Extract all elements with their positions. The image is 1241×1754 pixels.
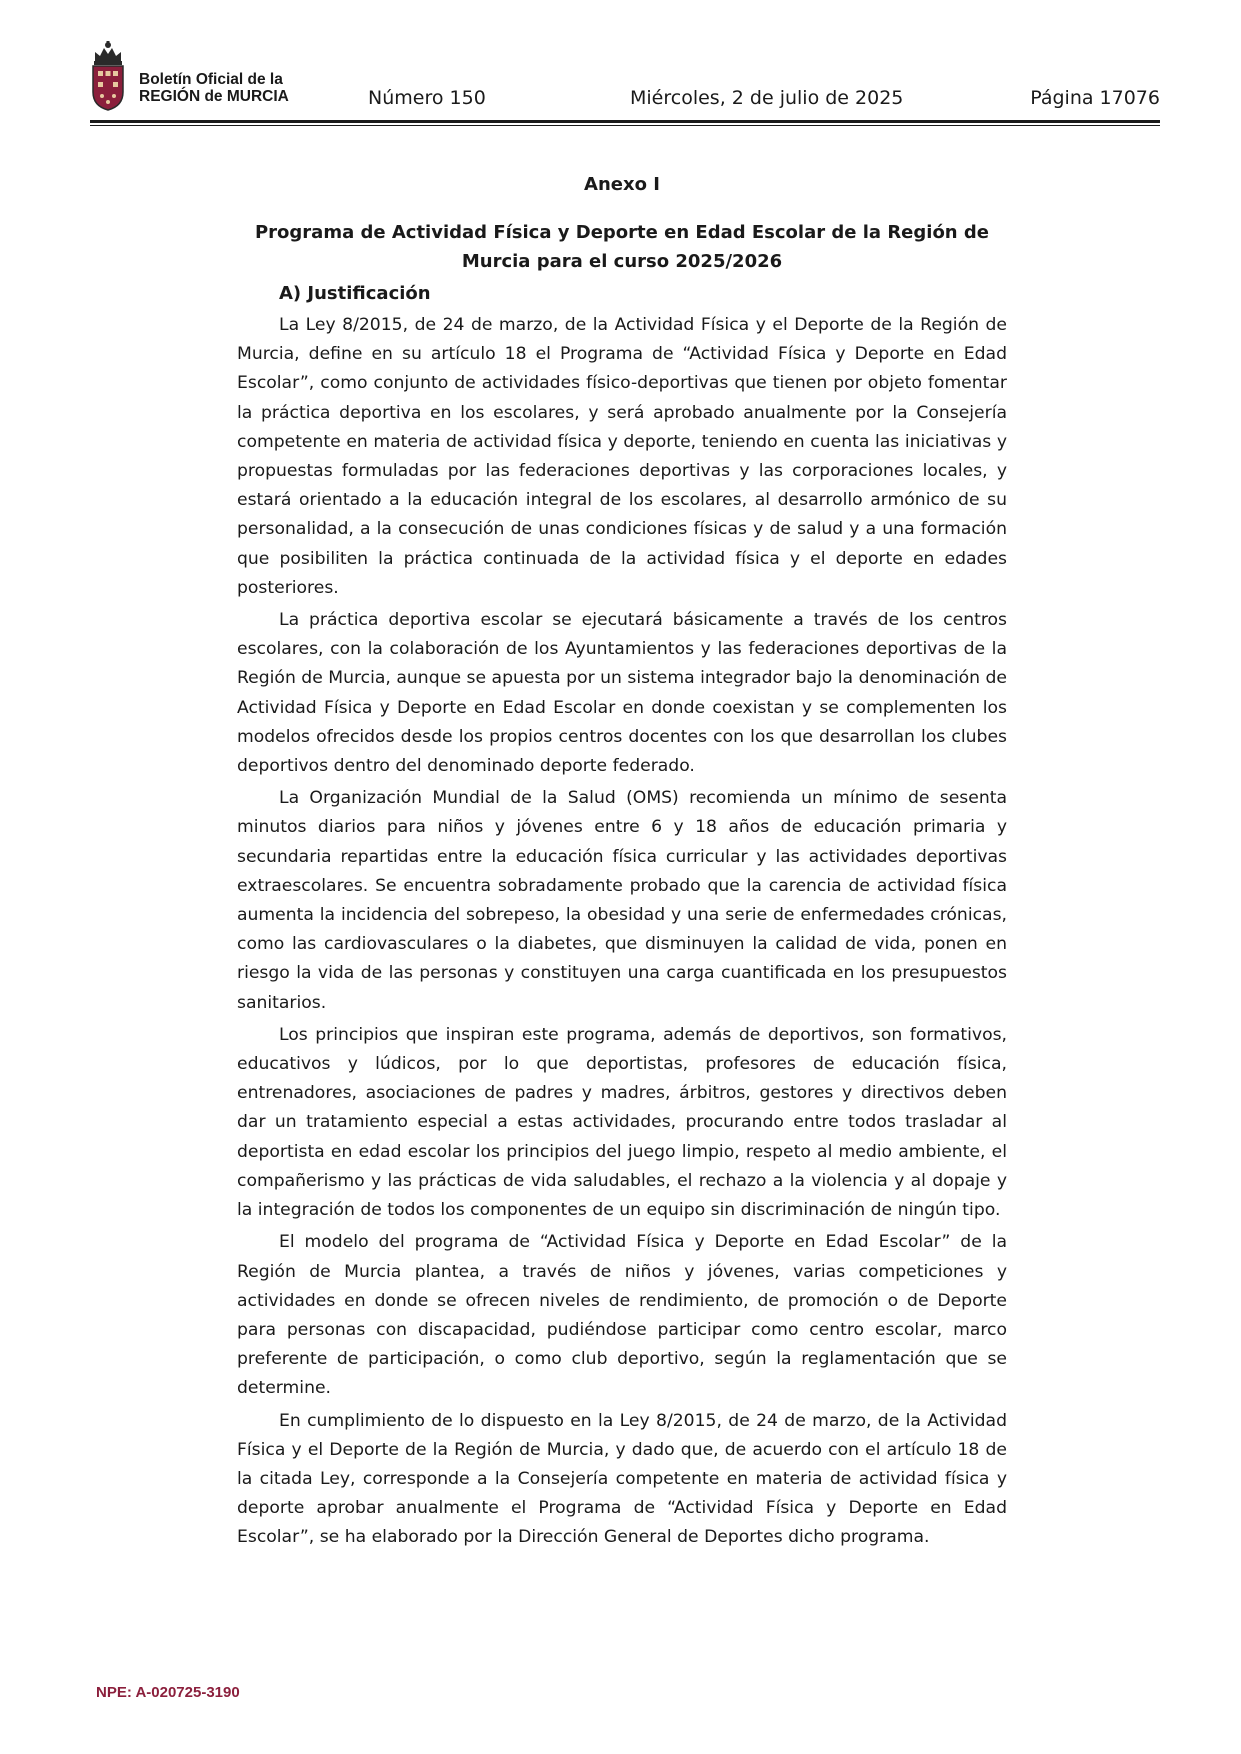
npe-code: NPE: A-020725-3190: [96, 1684, 240, 1701]
paragraph: En cumplimiento de lo dispuesto en la Ley 8/2015, de 24 de marzo, de la Actividad Física y el Deporte de la Región de Murcia, y dado que, de acuerdo con el artículo 18 de la citada Ley, corresponde a la Consejería competente en materia de actividad física y deporte aprobar anualmente el Programa de “Actividad Física y Deporte en Edad Escolar”, se ha elaborado por la Dirección General de Deportes dicho programa.: [237, 1410, 1007, 1548]
paragraph: La Organización Mundial de la Salud (OMS) recomienda un mínimo de sesenta minutos diarios para niños y jóvenes entre 6 y 18 años de educación primaria y secundaria repartidas entre la educación física curricular y las actividades deportivas extraescolares. Se encuentra sobradamente probado que la carencia de actividad física aumenta la incidencia del sobrepeso, la obesidad y una serie de enfermedades crónicas, como las cardiovasculares o la diabetes, que disminuyen la calidad de vida, ponen en riesgo la vida de las personas y constituyen una carga cuantificada en los presupuestos sanitarios.: [237, 788, 1007, 1013]
brand-line-1: Boletín Oficial de la: [139, 71, 283, 88]
header-rule-thick: [90, 120, 1160, 123]
issue-number: Número 150: [368, 87, 486, 109]
gazette-brand: [139, 71, 289, 105]
document-body: [237, 170, 1007, 1556]
paragraph: La práctica deportiva escolar se ejecutará básicamente a través de los centros escolares, con la colaboración de los Ayuntamientos y las federaciones deportivas de la Región de Murcia, aunque se apuesta por un sistema integrador bajo la denominación de Actividad Física y Deporte en Edad Escolar en donde coexistan y se complementen los modelos ofrecidos desde los propios centros docentes con los que desarrollan los clubes deportivos dentro del denominado deporte federado.: [237, 610, 1007, 777]
paragraph: El modelo del programa de “Actividad Física y Deporte en Edad Escolar” de la Región de Murcia plantea, a través de niños y jóvenes, varias competiciones y actividades en donde se ofrecen niveles de rendimiento, de promoción o de Deporte para personas con discapacidad, pudiéndose participar como centro escolar, marco preferente de participación, o como club deportivo, según la reglamentación que se determine.: [237, 1232, 1007, 1399]
region-coat-of-arms-icon: [90, 40, 126, 112]
program-title: Programa de Actividad Física y Deporte en Edad Escolar de la Región de Murcia para el curso 2025/2026: [254, 222, 989, 272]
brand-line-2: REGIÓN de MURCIA: [139, 88, 289, 105]
section-heading: A) Justificación: [279, 283, 431, 304]
paragraph: La Ley 8/2015, de 24 de marzo, de la Actividad Física y el Deporte de la Región de Murcia, define en su artículo 18 el Programa de “Actividad Física y Deporte en Edad Escolar”, como conjunto de actividades físico-deportivas que tienen por objeto fomentar la práctica deportiva en los escolares, y será aprobado anualmente por la Consejería competente en materia de actividad física y deporte, teniendo en cuenta las iniciativas y propuestas formuladas por las federaciones deportivas y las corporaciones locales, y estará orientado a la educación integral de los escolares, al desarrollo armónico de su personalidad, a la consecución de unas condiciones físicas y de salud y a una formación que posibiliten la práctica continuada de la actividad física y el deporte en edades posteriores.: [237, 315, 1007, 598]
issue-date: Miércoles, 2 de julio de 2025: [630, 87, 904, 109]
page-number: Página 17076: [1030, 87, 1160, 109]
paragraph: Los principios que inspiran este programa, además de deportivos, son formativos, educativos y lúdicos, por lo que deportistas, profesores de educación física, entrenadores, asociaciones de padres y madres, árbitros, gestores y directivos deben dar un tratamiento especial a estas actividades, procurando entre todos trasladar al deportista en edad escolar los principios del juego limpio, respeto al medio ambiente, el compañerismo y las prácticas de vida saludables, el rechazo a la violencia y al dopaje y la integración de todos los componentes de un equipo sin discriminación de ningún tipo.: [237, 1024, 1007, 1221]
page-header: [90, 40, 1160, 120]
header-rule-thin: [90, 125, 1160, 126]
annex-title: Anexo I: [584, 174, 660, 195]
